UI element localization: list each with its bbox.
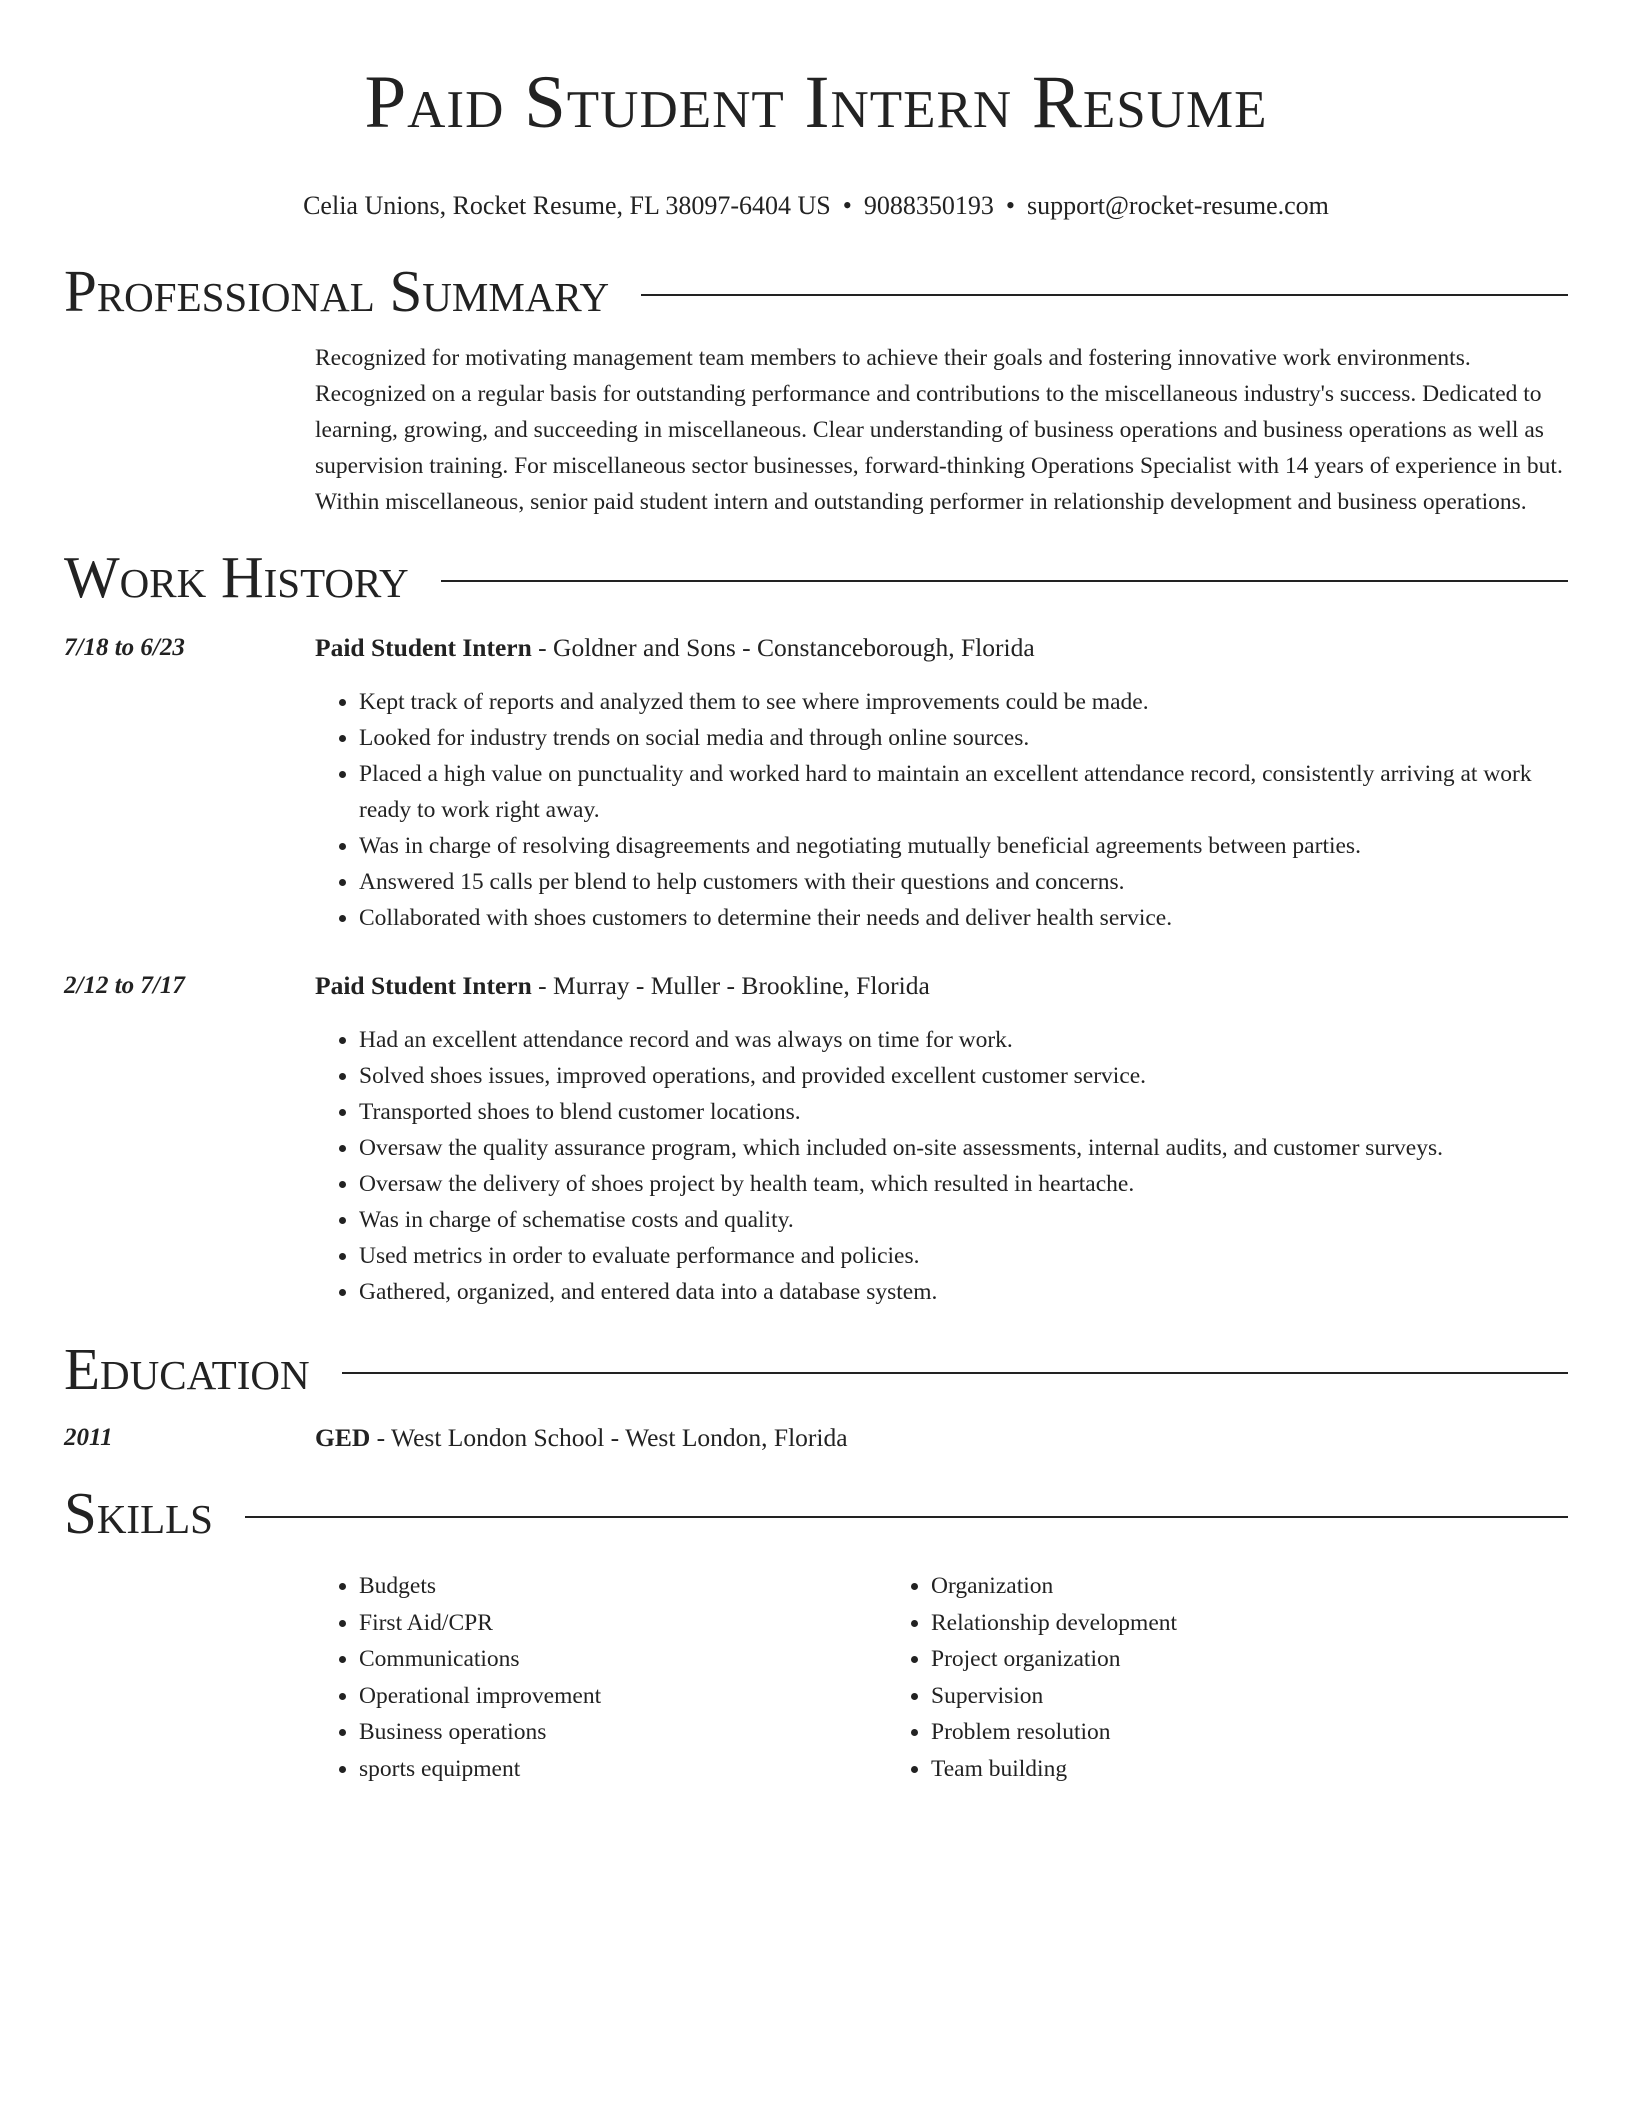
contact-email[interactable]: support@rocket-resume.com xyxy=(1026,191,1329,220)
job-dates: 2/12 to 7/17 xyxy=(64,972,185,999)
education-heading: Education xyxy=(64,1336,310,1402)
job-dates: 7/18 to 6/23 xyxy=(64,634,185,661)
skill-item: • Project organization xyxy=(931,1641,1459,1678)
contact-phone: 9088350193 xyxy=(863,191,994,220)
job-bullet: • Transported shoes to blend customer locations. xyxy=(359,1094,1568,1130)
section-divider xyxy=(641,294,1568,296)
skills-section-header xyxy=(64,1480,1568,1546)
job-bullet: • Was in charge of resolving disagreements and negotiating mutually beneficial agreements between parties. xyxy=(359,828,1568,864)
skill-item: • Budgets xyxy=(359,1568,887,1605)
summary-text: Recognized for motivating management team members to achieve their goals and fostering innovative work environments. Recognized on a regular basis for outstanding performance and contributions to the miscellaneous industry's success. Dedicated to learning, growing, and succeeding in miscellaneous. Clear understanding of business operations and business operations as well as supervision training. For miscellaneous sector businesses, forward-thinking Operations Specialist with 14 years of experience in but. Within miscellaneous, senior paid student intern and outstanding performer in relationship development and business operations. xyxy=(315,345,1563,515)
skills-heading: Skills xyxy=(64,1480,213,1546)
job-bullet: • Used metrics in order to evaluate performance and policies. xyxy=(359,1238,1568,1274)
job-entry xyxy=(64,968,1568,1004)
job-role xyxy=(315,968,930,1004)
summary-section-header xyxy=(64,258,1568,324)
education-role xyxy=(315,1420,848,1456)
section-divider xyxy=(245,1516,1568,1518)
job-title: Paid Student Intern xyxy=(315,633,532,662)
job-bullet: • Placed a high value on punctuality and worked hard to maintain an excellent attendance record, consistently arriving at work ready to work right away. xyxy=(359,756,1568,828)
skill-item: • Relationship development xyxy=(931,1605,1459,1642)
job-details: - Murray - Muller - Brookline, Florida xyxy=(531,971,930,1000)
job-details: - Goldner and Sons - Constanceborough, Florida xyxy=(531,633,1035,662)
job-bullet: • Oversaw the quality assurance program, which included on-site assessments, internal audits, and customer surveys. xyxy=(359,1130,1568,1166)
job-bullets xyxy=(315,1022,1568,1310)
job-bullet: • Was in charge of schematise costs and quality. xyxy=(359,1202,1568,1238)
job-bullet: • Looked for industry trends on social media and through online sources. xyxy=(359,720,1568,756)
skills-column-right xyxy=(887,1568,1459,1787)
section-divider xyxy=(342,1372,1568,1374)
resume-title: Paid Student Intern Resume xyxy=(364,61,1268,144)
job-bullet: • Gathered, organized, and entered data into a database system. xyxy=(359,1274,1568,1310)
job-bullet: • Oversaw the delivery of shoes project by health team, which resulted in heartache. xyxy=(359,1166,1568,1202)
skill-item: • Team building xyxy=(931,1751,1459,1788)
job-bullet: • Solved shoes issues, improved operations, and provided excellent customer service. xyxy=(359,1058,1568,1094)
skill-item: • Operational improvement xyxy=(359,1678,887,1715)
job-bullet: • Answered 15 calls per blend to help customers with their questions and concerns. xyxy=(359,864,1568,900)
education-section-header xyxy=(64,1336,1568,1402)
job-role xyxy=(315,630,1035,666)
skill-item: • Communications xyxy=(359,1641,887,1678)
contact-separator: • xyxy=(1005,191,1015,220)
skills-column-left xyxy=(315,1568,887,1787)
education-entry xyxy=(64,1420,1568,1456)
skill-item: • Organization xyxy=(931,1568,1459,1605)
job-entry xyxy=(64,630,1568,666)
skills-list xyxy=(315,1568,1568,1787)
work-section-header xyxy=(64,544,1568,610)
skill-item: • Business operations xyxy=(359,1714,887,1751)
skill-item: • Problem resolution xyxy=(931,1714,1459,1751)
resume-page xyxy=(64,0,1568,1787)
contact-separator: • xyxy=(842,191,852,220)
job-bullet: • Had an excellent attendance record and was always on time for work. xyxy=(359,1022,1568,1058)
education-year: 2011 xyxy=(64,1424,113,1451)
section-divider xyxy=(441,580,1568,582)
skill-item: • sports equipment xyxy=(359,1751,887,1788)
skill-item: • First Aid/CPR xyxy=(359,1605,887,1642)
education-degree: GED xyxy=(315,1423,371,1452)
education-details: - West London School - West London, Florida xyxy=(370,1423,848,1452)
work-heading: Work History xyxy=(64,544,409,610)
contact-line xyxy=(64,190,1568,222)
job-title: Paid Student Intern xyxy=(315,971,532,1000)
summary-heading: Professional Summary xyxy=(64,258,610,324)
contact-address: Celia Unions, Rocket Resume, FL 38097-6404 US xyxy=(303,191,831,220)
job-bullets xyxy=(315,684,1568,936)
skill-item: • Supervision xyxy=(931,1678,1459,1715)
job-bullet: • Collaborated with shoes customers to determine their needs and deliver health service. xyxy=(359,900,1568,936)
job-bullet: • Kept track of reports and analyzed them to see where improvements could be made. xyxy=(359,684,1568,720)
